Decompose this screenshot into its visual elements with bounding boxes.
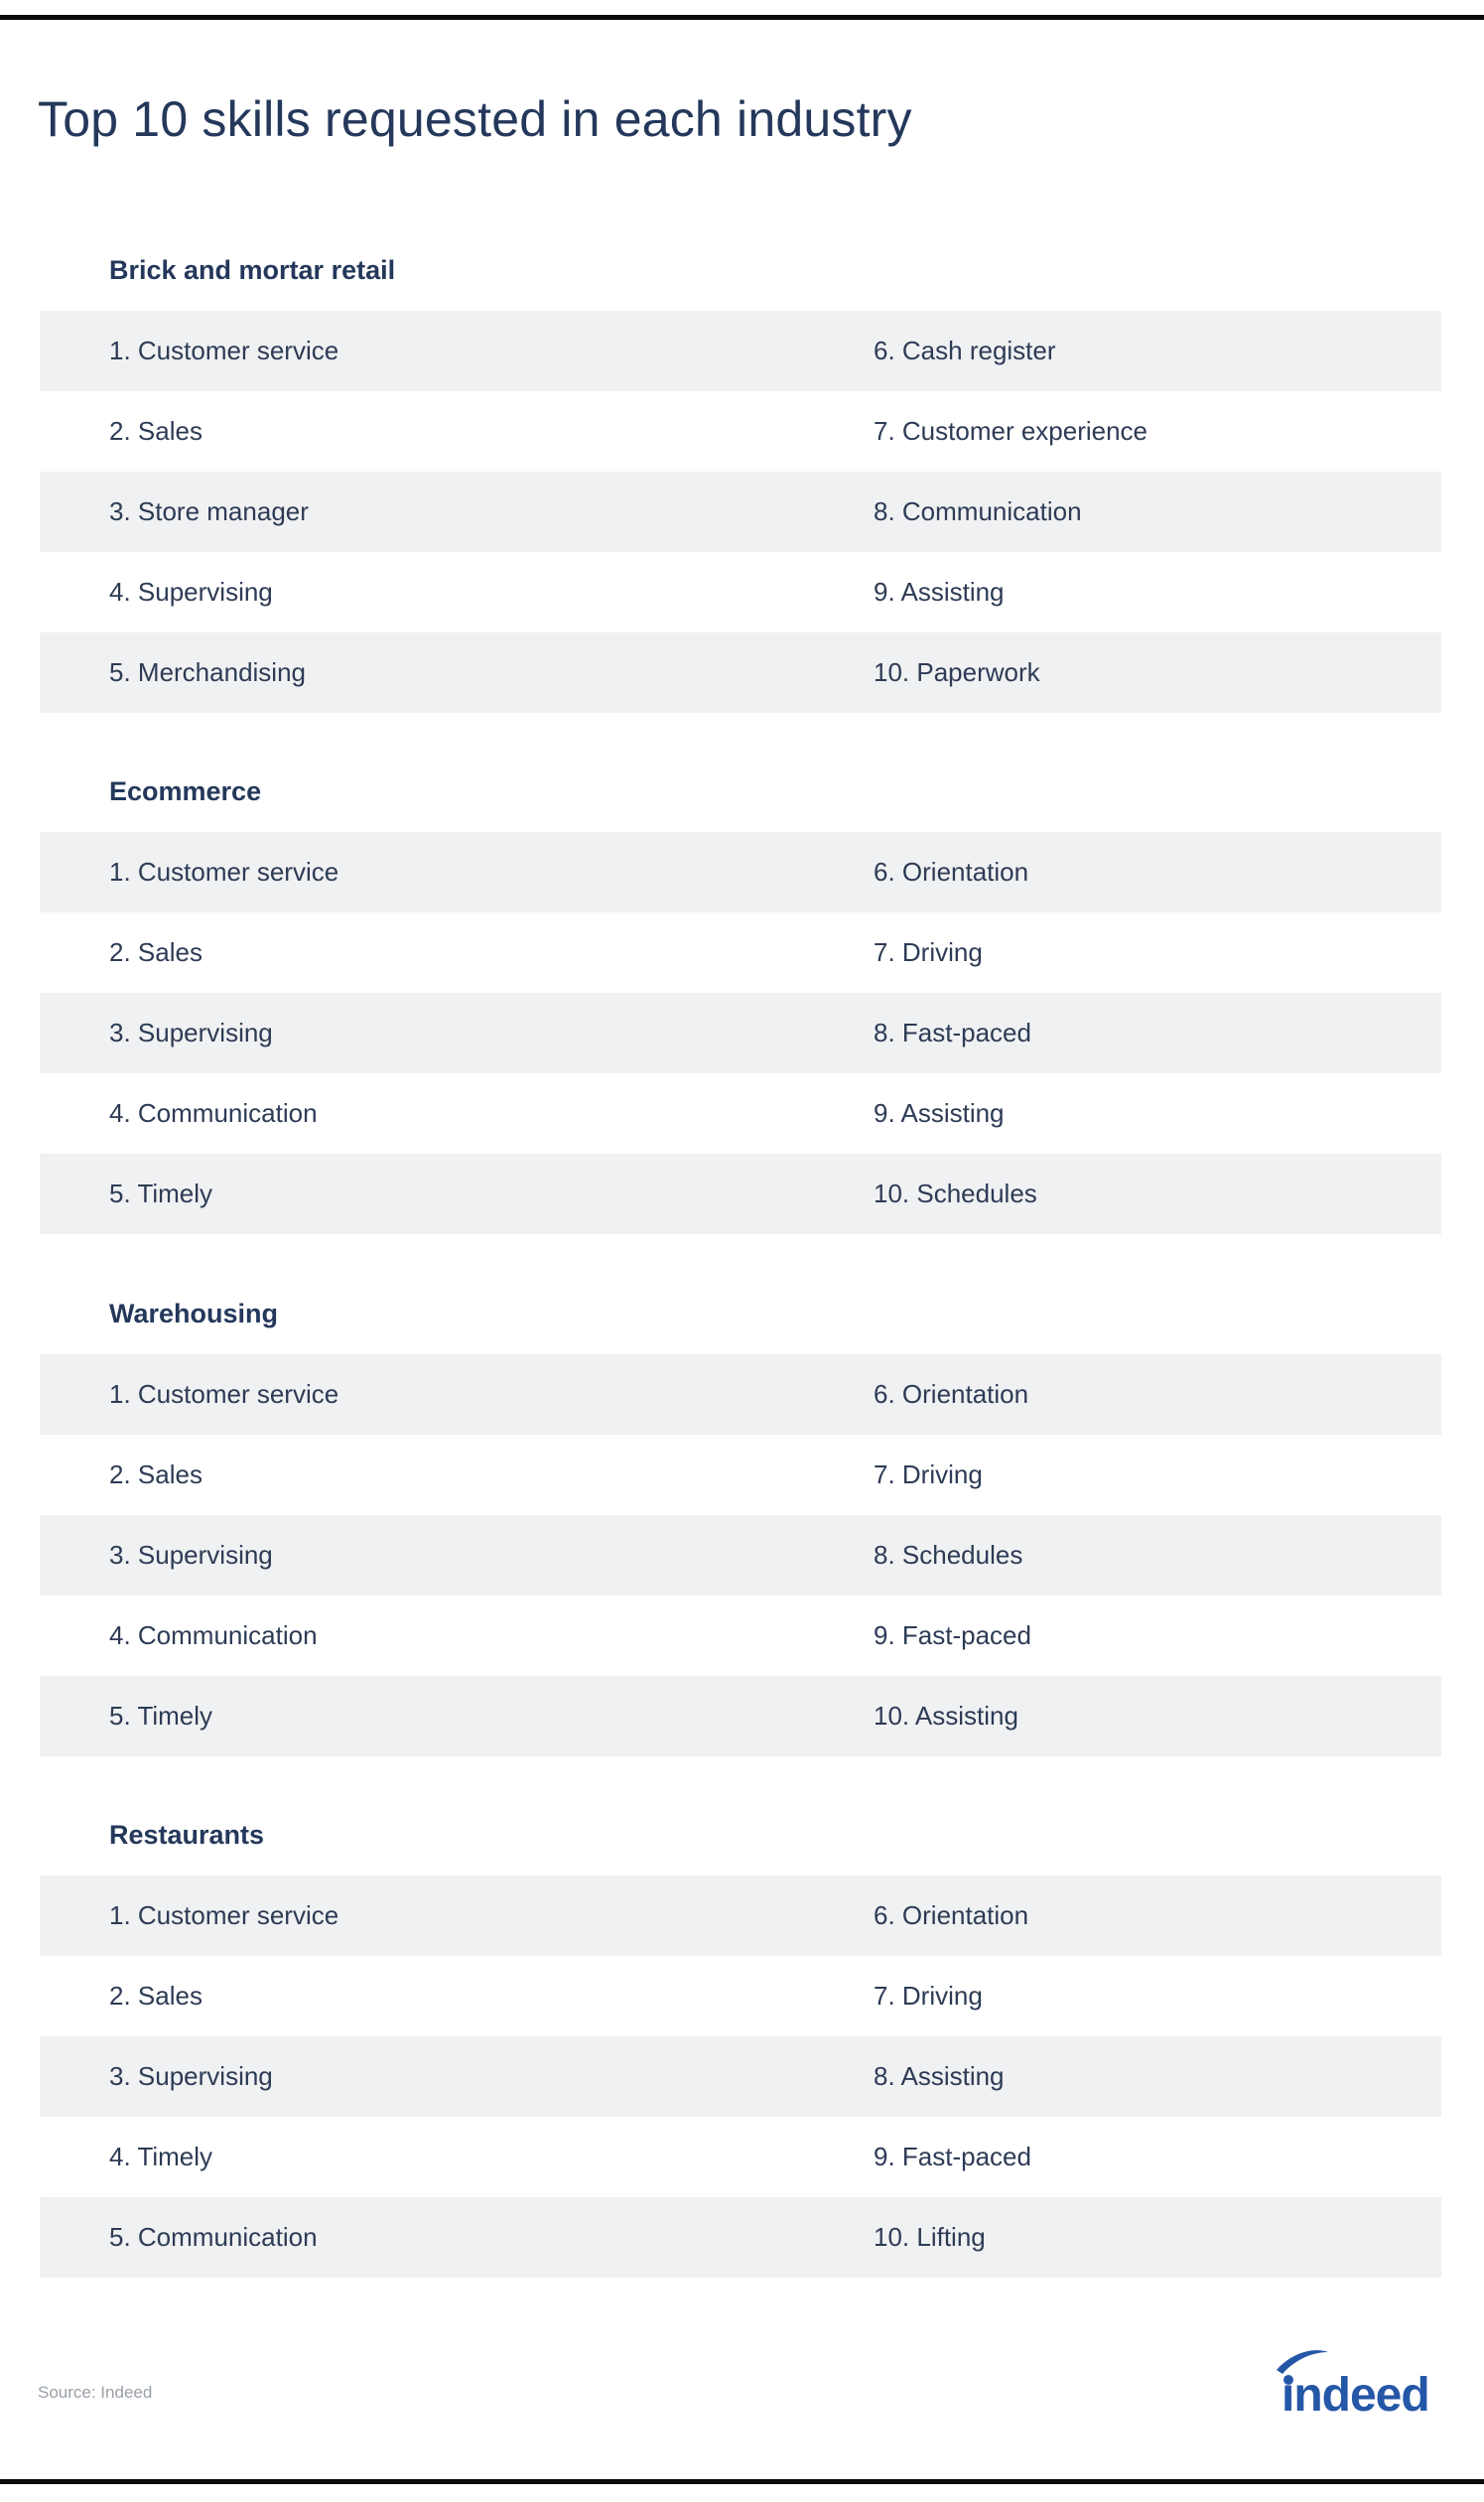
skill-item: 3. Store manager: [109, 496, 309, 526]
table-row: [40, 1956, 1441, 2036]
skill-item: 9. Assisting: [874, 1098, 1005, 1128]
skill-item: 9. Assisting: [874, 577, 1005, 607]
skill-item: 9. Fast-paced: [874, 2142, 1031, 2171]
skill-item: 7. Customer experience: [874, 416, 1148, 446]
skill-item: 2. Sales: [109, 1981, 202, 2011]
section-title: Brick and mortar retail: [109, 255, 396, 285]
table-row: [40, 1515, 1441, 1596]
skill-item: 4. Communication: [109, 1620, 318, 1650]
table-row: [40, 2117, 1441, 2197]
skill-item: 5. Merchandising: [109, 657, 306, 687]
table-row: [40, 1154, 1441, 1234]
table-row: [40, 1073, 1441, 1154]
skill-item: 2. Sales: [109, 1460, 202, 1489]
skill-item: 5. Timely: [109, 1179, 213, 1208]
indeed-logo-icon: [1271, 2348, 1444, 2418]
table-row: [40, 2197, 1441, 2278]
table-row: [40, 472, 1441, 552]
skill-item: 7. Driving: [874, 937, 983, 967]
skill-item: 6. Orientation: [874, 1379, 1029, 1409]
skill-item: 8. Assisting: [874, 2061, 1005, 2091]
skill-item: 4. Communication: [109, 1098, 318, 1128]
skill-item: 1. Customer service: [109, 1900, 339, 1930]
table-row: [40, 2036, 1441, 2117]
skills-table: [40, 1876, 1441, 2278]
table-row: [40, 993, 1441, 1073]
table-row: [40, 1435, 1441, 1515]
skill-item: 5. Timely: [109, 1701, 213, 1731]
bottom-rule: [0, 2479, 1484, 2484]
skill-item: 8. Schedules: [874, 1540, 1023, 1570]
skill-item: 8. Communication: [874, 496, 1082, 526]
skill-item: 7. Driving: [874, 1981, 983, 2011]
skill-item: 10. Paperwork: [874, 657, 1040, 687]
skill-item: 1. Customer service: [109, 857, 339, 887]
skill-item: 5. Communication: [109, 2222, 318, 2252]
skills-table: [40, 1354, 1441, 1756]
skills-table: [40, 832, 1441, 1234]
section-title: Warehousing: [109, 1299, 279, 1328]
skill-item: 7. Driving: [874, 1460, 983, 1489]
table-row: [40, 1676, 1441, 1756]
skill-item: 10. Assisting: [874, 1701, 1018, 1731]
skill-item: 10. Lifting: [874, 2222, 986, 2252]
table-row: [40, 552, 1441, 632]
section-title: Restaurants: [109, 1820, 265, 1850]
skill-item: 3. Supervising: [109, 2061, 273, 2091]
table-row: [40, 311, 1441, 391]
skill-item: 6. Cash register: [874, 336, 1056, 365]
table-row: [40, 1354, 1441, 1435]
skill-item: 9. Fast-paced: [874, 1620, 1031, 1650]
skill-item: 1. Customer service: [109, 1379, 339, 1409]
skill-item: 8. Fast-paced: [874, 1018, 1031, 1047]
skill-item: 4. Timely: [109, 2142, 213, 2171]
skills-table: [40, 311, 1441, 713]
page-title: Top 10 skills requested in each industry: [38, 91, 912, 147]
skill-item: 2. Sales: [109, 937, 202, 967]
table-row: [40, 632, 1441, 713]
skill-item: 6. Orientation: [874, 1900, 1029, 1930]
table-row: [40, 391, 1441, 472]
skill-item: 4. Supervising: [109, 577, 273, 607]
skill-item: 2. Sales: [109, 416, 202, 446]
skill-item: 6. Orientation: [874, 857, 1029, 887]
top-rule: [0, 15, 1484, 20]
skill-item: 1. Customer service: [109, 336, 339, 365]
table-row: [40, 1596, 1441, 1676]
table-row: [40, 912, 1441, 993]
skill-item: 3. Supervising: [109, 1540, 273, 1570]
logo-wordmark: indeed: [1282, 2369, 1429, 2418]
source-note: Source: Indeed: [38, 2383, 153, 2402]
skill-item: 10. Schedules: [874, 1179, 1037, 1208]
section-title: Ecommerce: [109, 776, 262, 806]
skill-item: 3. Supervising: [109, 1018, 273, 1047]
table-row: [40, 1876, 1441, 1956]
table-row: [40, 832, 1441, 912]
